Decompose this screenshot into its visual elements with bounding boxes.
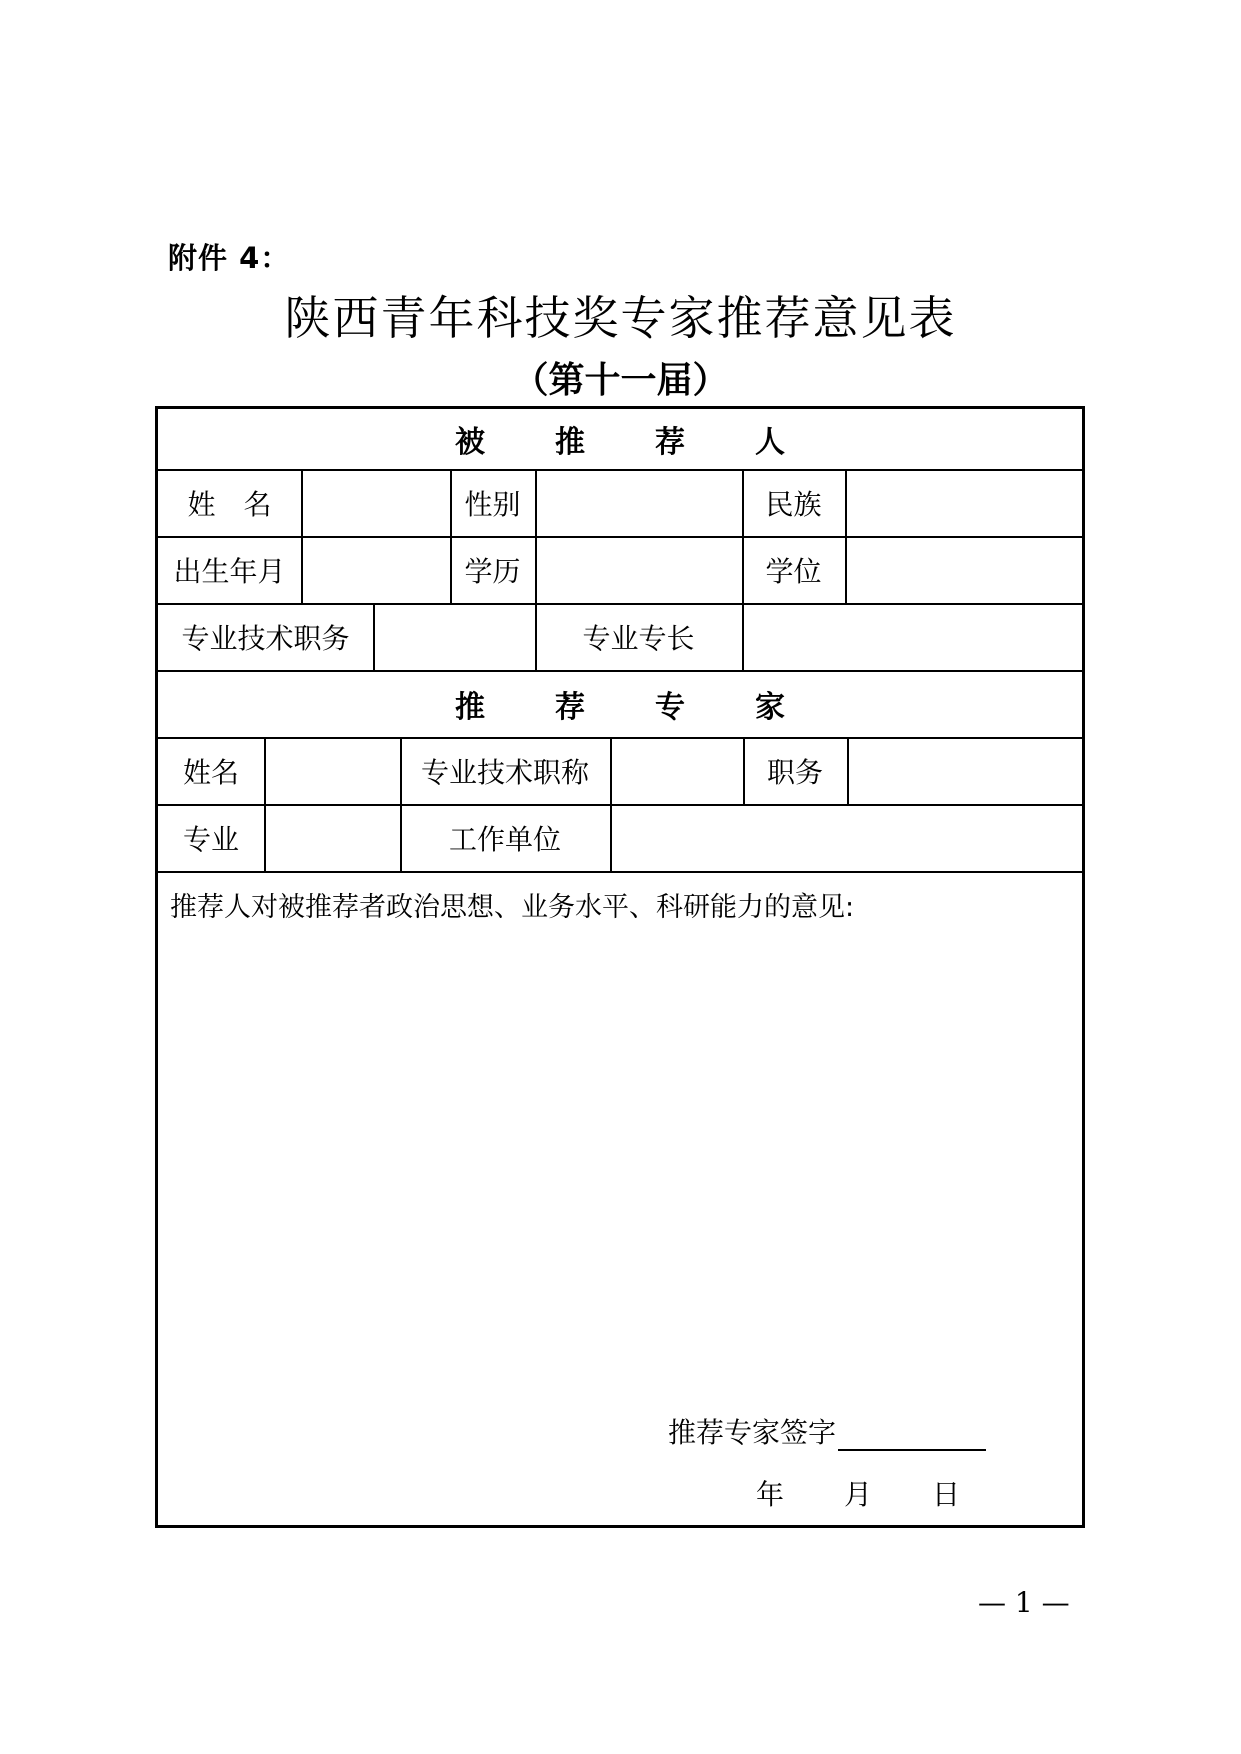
nominee-degree-field[interactable] bbox=[847, 536, 1082, 603]
signature-row bbox=[668, 1411, 986, 1451]
nominee-name-label: 姓 名 bbox=[187, 487, 272, 521]
recommendation-form bbox=[155, 406, 1085, 1528]
expert-workplace-label: 工作单位 bbox=[448, 822, 561, 856]
nominee-education-field[interactable] bbox=[537, 536, 742, 603]
expert-major-field[interactable] bbox=[266, 804, 400, 871]
expert-tech-title-label: 专业技术职称 bbox=[420, 755, 589, 789]
page-number: — 1 — bbox=[978, 1586, 1070, 1619]
expert-tech-title-field[interactable] bbox=[612, 737, 743, 804]
signature-label: 推荐专家签字 bbox=[668, 1416, 837, 1449]
expert-position-field[interactable] bbox=[849, 737, 1082, 804]
form-title: 陕西青年科技奖专家推荐意见表 bbox=[284, 291, 957, 345]
nominee-name-field[interactable] bbox=[303, 469, 450, 536]
nominee-education-label: 学历 bbox=[464, 554, 521, 588]
nominee-ethnicity-field[interactable] bbox=[847, 469, 1082, 536]
nominee-gender-label: 性别 bbox=[464, 487, 521, 521]
nominee-section-heading: 被推荐人 bbox=[455, 425, 855, 460]
nominee-gender-field[interactable] bbox=[537, 469, 742, 536]
opinion-text-area[interactable] bbox=[168, 929, 1068, 1389]
expert-workplace-field[interactable] bbox=[612, 804, 1082, 871]
nominee-specialty-field[interactable] bbox=[744, 603, 1082, 670]
row-divider bbox=[158, 871, 1082, 873]
attachment-label: 附件 4： bbox=[168, 241, 291, 275]
nominee-birth-label: 出生年月 bbox=[173, 554, 286, 588]
nominee-title-label: 专业技术职务 bbox=[181, 621, 350, 655]
nominee-birth-field[interactable] bbox=[303, 536, 450, 603]
expert-name-field[interactable] bbox=[266, 737, 400, 804]
date-year-label: 年 bbox=[756, 1478, 785, 1511]
opinion-label: 推荐人对被推荐者政治思想、业务水平、科研能力的意见: bbox=[170, 892, 855, 923]
expert-name-label: 姓名 bbox=[182, 755, 239, 789]
nominee-ethnicity-label: 民族 bbox=[765, 487, 822, 521]
form-subtitle: （第十一届） bbox=[512, 360, 729, 401]
nominee-specialty-label: 专业专长 bbox=[582, 621, 695, 655]
date-month-label: 月 bbox=[844, 1478, 873, 1511]
expert-section-heading: 推荐专家 bbox=[455, 689, 855, 725]
expert-major-label: 专业 bbox=[182, 822, 239, 856]
expert-position-label: 职务 bbox=[766, 755, 823, 789]
date-day-label: 日 bbox=[932, 1478, 961, 1511]
nominee-title-field[interactable] bbox=[375, 603, 535, 670]
nominee-degree-label: 学位 bbox=[765, 554, 822, 588]
signature-line[interactable] bbox=[838, 1423, 986, 1451]
